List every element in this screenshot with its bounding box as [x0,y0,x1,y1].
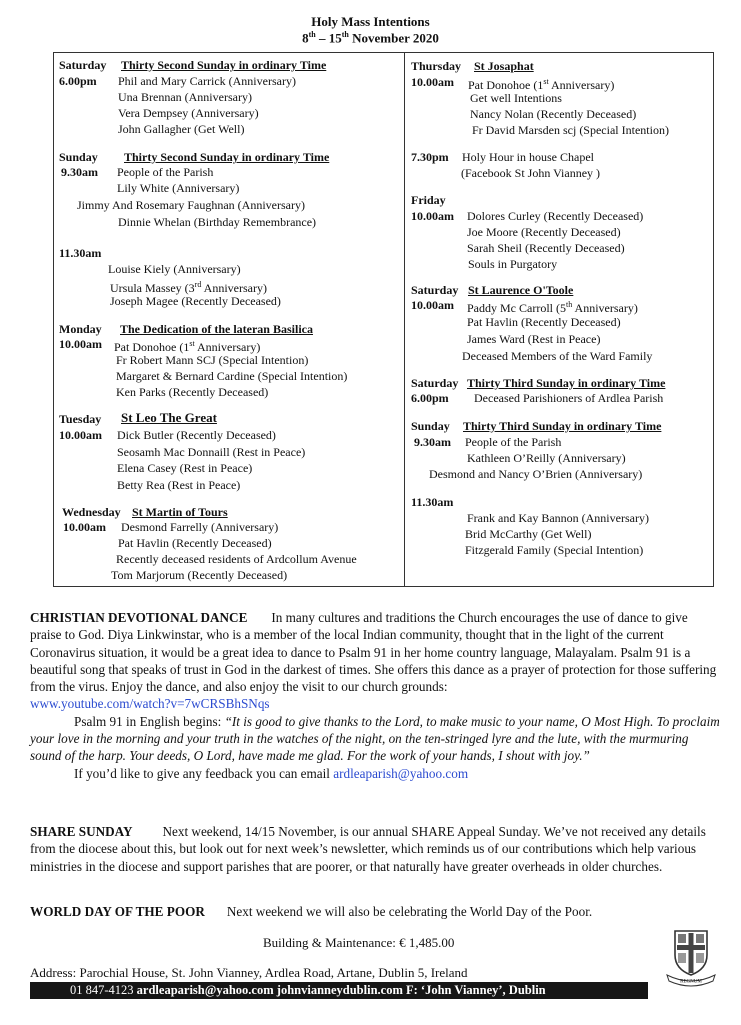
intention: Fitzgerald Family (Special Intention) [465,543,644,557]
day-label: Thursday [411,59,462,73]
intention: Pat Donohoe (1st Anniversary) [114,339,261,354]
mass-time: 10.00am [411,298,454,312]
section-heading: WORLD DAY OF THE POOR [30,904,205,919]
column-divider [404,53,405,586]
parish-address: Address: Parochial House, St. John Vianney, Ardlea Road, Artane, Dublin 5, Ireland [30,965,468,980]
intention: Dinnie Whelan (Birthday Remembrance) [118,215,317,229]
intention: Nancy Nolan (Recently Deceased) [470,107,637,121]
intention: Desmond and Nancy O’Brien (Anniversary) [429,467,643,481]
mass-time: 10.00am [411,209,454,223]
day-label: Saturday [411,283,459,297]
day-label: Sunday [59,150,98,164]
feedback-line: If you’d like to give any feedback you can email ardleaparish@yahoo.com [74,765,469,781]
mass-time: 10.00am [59,428,102,442]
feast-title: Thirty Third Sunday in ordinary Time [463,419,662,433]
feast-title: Thirty Third Sunday in ordinary Time [467,376,666,390]
day-label: Wednesday [62,505,121,519]
parish-crest-icon [663,925,719,987]
feast-title: The Dedication of the lateran Basilica [120,322,313,336]
intention: Joseph Magee (Recently Deceased) [110,294,281,308]
feast-title: St Laurence O'Toole [468,283,574,297]
intention: Seosamh Mac Donnaill (Rest in Peace) [117,445,306,459]
section-heading: CHRISTIAN DEVOTIONAL DANCE [30,610,248,625]
date-range: 8th – 15th November 2020 [302,30,439,46]
mass-time: 9.30am [414,435,451,449]
dance-paragraph: CHRISTIAN DEVOTIONAL DANCE In many cultures and traditions the Church encourages the use of dance to give praise to God. Diya Linkwinstar, who is a member of the local Indian community, thought that in the light of the current Coronavirus situation, it would be a great idea to dance to Psalm 91 in her home country language, Malayalam. Psalm 91 is a beautiful song that speaks of trust in God in the darkest of times. She offers this dance as a prayer of protection for those suffering from the virus. Enjoy the dance, and also enjoy the visit to our church grounds: [30,610,717,695]
intention: Recently deceased residents of Ardcollum Avenue [116,552,357,566]
psalm-paragraph: Psalm 91 in English begins: “It is good to give thanks to the Lord, to make music to your name, O Most High. To proclaim your love in the morning and your truth in the watches of the night, on the ten-stringed lyre and the lute, with the murmuring sound of the harp. Your deeds, O Lord, have made me glad. For the work of your hands, I shout with joy.” [30,713,720,764]
mass-time: 6.00pm [411,391,449,405]
crest-motto: REGNUM [680,979,702,985]
email-link[interactable]: ardleaparish@yahoo.com [333,765,469,781]
day-label: Saturday [411,376,459,390]
intention: Ursula Massey (3rd Anniversary) [110,280,267,295]
intention: Fr Robert Mann SCJ (Special Intention) [116,353,309,367]
poor-section: WORLD DAY OF THE POOR Next weekend we will also be celebrating the World Day of the Poor. [30,904,593,919]
intention: James Ward (Rest in Peace) [467,332,601,346]
intention: Deceased Parishioners of Ardlea Parish [474,391,664,405]
mass-time: 10.00am [411,75,454,89]
feast-title: Thirty Second Sunday in ordinary Time [121,58,327,72]
phone-number: 01 847-4123 [70,983,134,997]
mass-time: 10.00am [59,337,102,351]
feast-title: Thirty Second Sunday in ordinary Time [124,150,330,164]
intention: Paddy Mc Carroll (5th Anniversary) [467,300,638,315]
intention: Louise Kiely (Anniversary) [108,262,241,276]
intention: Fr David Marsden scj (Special Intention) [472,123,669,137]
intention: John Gallagher (Get Well) [118,122,245,136]
intention: Get well Intentions [470,91,562,105]
intention: Deceased Members of the Ward Family [462,349,653,363]
intention: Elena Casey (Rest in Peace) [117,461,253,475]
feast-title: St Martin of Tours [132,505,228,519]
intention: People of the Parish [465,435,562,449]
intention: Phil and Mary Carrick (Anniversary) [118,74,296,88]
contact-bar [30,982,648,999]
footer-email[interactable]: ardleaparish@yahoo.com [136,983,274,997]
mass-time: 7.30pm [411,150,449,164]
footer-website[interactable]: johnvianneydublin.com [276,983,403,997]
intention: (Facebook St John Vianney ) [461,166,601,180]
section-heading: SHARE SUNDAY [30,824,133,839]
intention: Lily White (Anniversary) [117,181,240,195]
intention: Pat Havlin (Recently Deceased) [467,315,621,329]
intention: Kathleen O’Reilly (Anniversary) [467,451,626,465]
intention: Sarah Sheil (Recently Deceased) [467,241,625,255]
intention: Jimmy And Rosemary Faughnan (Anniversary) [77,198,305,212]
day-label: Tuesday [59,412,102,426]
share-section: SHARE SUNDAY Next weekend, 14/15 November, is our annual SHARE Appeal Sunday. We’ve not received any details from the diocese about this, but look out for next week’s newsletter, which reminds us of our contributions which help various ministries in the diocese and support parishes that are poorer, or that naturally have greater overheads in older churches. [30,824,706,874]
mass-time: 6.00pm [59,74,97,88]
intention: Dolores Curley (Recently Deceased) [467,209,644,223]
intention: Holy Hour in house Chapel [462,150,594,164]
intention: Desmond Farrelly (Anniversary) [121,520,279,534]
mass-time: 11.30am [411,495,454,509]
youtube-link[interactable]: www.youtube.com/watch?v=7wCRSBhSNqs [30,696,270,712]
mass-time: 10.00am [63,520,106,534]
intention: Pat Havlin (Recently Deceased) [118,536,272,550]
intention: Joe Moore (Recently Deceased) [467,225,621,239]
intention: Pat Donohoe (1st Anniversary) [468,77,615,92]
intention: Vera Dempsey (Anniversary) [118,106,259,120]
day-label: Friday [411,193,446,207]
dance-section [30,609,720,782]
day-label: Saturday [59,58,107,72]
day-label: Monday [59,322,102,336]
intention: Dick Butler (Recently Deceased) [117,428,276,442]
page-title: Holy Mass Intentions [311,14,430,29]
mass-time: 9.30am [61,165,98,179]
day-label: Sunday [411,419,450,433]
intention: Frank and Kay Bannon (Anniversary) [467,511,649,525]
intention: Brid McCarthy (Get Well) [465,527,592,541]
feast-title: St Josaphat [474,59,534,73]
intention: Tom Marjorum (Recently Deceased) [111,568,288,582]
intention: Souls in Purgatory [468,257,558,271]
intention: Ken Parks (Recently Deceased) [116,385,269,399]
intention: Una Brennan (Anniversary) [118,90,252,104]
building-maintenance-total: Building & Maintenance: € 1,485.00 [263,935,455,950]
mass-time: 11.30am [59,246,102,260]
intention: Betty Rea (Rest in Peace) [117,478,241,492]
footer-facebook: F: ‘John Vianney’, Dublin [406,983,546,997]
intention: Margaret & Bernard Cardine (Special Intention) [116,369,348,383]
intention: People of the Parish [117,165,214,179]
feast-title: St Leo The Great [121,410,217,425]
